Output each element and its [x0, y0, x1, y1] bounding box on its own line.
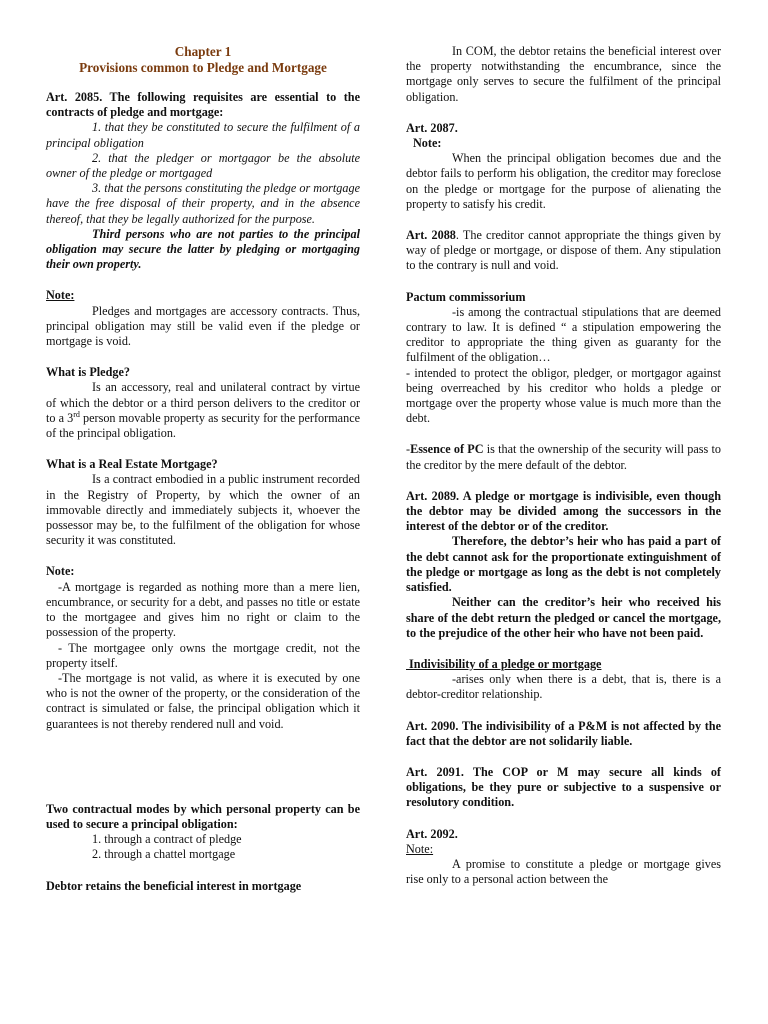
essence-of-pc — [406, 442, 721, 472]
art2085-item: 3. that the persons constituting the pledge or mortgage have the free disposal of their property, and in the absence thereof, that they be legally authorized for the purpose. — [46, 181, 360, 226]
essence-text: is that the ownership of the security will pass to the creditor by the mere default of the debtor. — [406, 442, 721, 472]
rem-question: What is a Real Estate Mortgage? — [46, 457, 218, 472]
art2088-text: . The creditor cannot appropriate the things given by way of pledge or mortgage, or dispose of them. Any stipulation to the contrary is null and void. — [406, 228, 721, 273]
art2090: Art. 2090. The indivisibility of a P&M is not affected by the fact that the debtor are not solidarily liable. — [406, 718, 721, 748]
pledge-answer-part2: person movable property as security for the performance of the principal obligation. — [46, 410, 361, 441]
art2087-note: When the principal obligation becomes due and the debtor fails to perform his obligation, the creditor may foreclose on the pledge or mortgage for the purpose of alienating the property to satisfy his credit. — [406, 151, 721, 211]
chapter-title: Provisions common to Pledge and Mortgage — [79, 60, 327, 75]
art2091: Art. 2091. The COP or M may secure all kinds of obligations, be they pure or subjective to a suspensive or resolutory condition. — [406, 764, 721, 810]
essence-label: Essence of PC — [410, 442, 484, 457]
note-label: Note: — [413, 136, 442, 151]
art2089-paragraph: Neither can the creditor’s heir who received his share of the debt return the pledged or cancel the mortgage, to the prejudice of the other heir who have not been paid. — [406, 595, 721, 640]
pc-definition: -is among the contractual stipulations that are deemed contrary to law. It is defined “ a stipulation empowering the creditor to appropriate the thing given as guaranty for the fulfilment of the obligation… — [406, 304, 721, 365]
art2088-label: Art. 2088 — [406, 228, 456, 243]
modes-item: 2. through a chattel mortgage — [92, 847, 236, 862]
modes-heading: Two contractual modes by which personal property can be used to secure a principal obligation: — [46, 801, 360, 831]
rem-answer: Is a contract embodied in a public instrument recorded in the Registry of Property, by which the owner of an immovable directly and immediately subjects it, whoever the possessor may be, to the fulfilment of the obligation for whose security it was constituted. — [46, 472, 360, 548]
art2085-item: 2. that the pledger or mortgagor be the absolute owner of the pledge or mortgaged — [46, 150, 360, 181]
art2089-heading: Art. 2089. A pledge or mortgage is indivisible, even though the debtor may be divided among the successors in the interest of the debtor or of the creditor. — [406, 488, 721, 534]
note-item: -The mortgage is not valid, as where it is executed by one who is not the owner of the property, or the consideration of the contract is simulated or false, the principal obligation which it guarantees is not thereby rendered null and void. — [46, 670, 360, 731]
art2092-note: A promise to constitute a pledge or mortgage gives rise only to a personal action between the — [406, 856, 721, 887]
pc-heading: Pactum commissorium — [406, 289, 526, 304]
pledge-answer — [46, 380, 360, 441]
pc-purpose: - intended to protect the obligor, pledger, or mortgagor against being overreached by his creditor who holds a pledge or mortgage over the property whose value is much more than the debt. — [406, 365, 721, 426]
art2085-heading: Art. 2085. The following requisites are essential to the contracts of pledge and mortgage: — [46, 90, 360, 120]
left-column — [46, 0, 360, 894]
art2085-item: 1. that they be constituted to secure the fulfilment of a principal obligation — [46, 120, 360, 150]
art2085-third-persons: Third persons who are not parties to the principal obligation may secure the latter by pledging or mortgaging their own property. — [46, 226, 360, 272]
pledge-answer-part1: Is an accessory, real and unilateral contract by virtue of which the debtor or a third person delivers to the creditor or to a 3 — [46, 380, 360, 425]
com-text: In COM, the debtor retains the beneficial interest over the property notwithstanding the encumbrance, since the mortgage only serves to secure the fulfilment of the principal obligation. — [406, 44, 721, 104]
modes-item: 1. through a contract of pledge — [92, 832, 242, 847]
note-text: Pledges and mortgages are accessory contracts. Thus, principal obligation may still be valid even if the pledge or mortgage is void. — [46, 303, 360, 349]
note-label: Note: — [46, 564, 75, 579]
note-label: Note: — [46, 288, 75, 303]
right-column — [406, 0, 721, 887]
indivisibility-heading: Indivisibility of a pledge or mortgage — [406, 656, 602, 671]
art2087-heading: Art. 2087. — [406, 120, 458, 135]
chapter-number: Chapter 1 — [174, 44, 232, 59]
art2092-heading: Art. 2092. — [406, 826, 458, 841]
essence-prefix: - — [406, 442, 411, 457]
note-item: -A mortgage is regarded as nothing more than a mere lien, encumbrance, or security for a debt, and passes no title or estate to the mortgagee and gives him no right or claim to the possession of the property. — [46, 579, 360, 640]
art2089-paragraph: Therefore, the debtor’s heir who has paid a part of the debt cannot ask for the proportionate extinguishment of the pledge or mortgage as long as the debt is not completely satisfied. — [406, 534, 721, 595]
pledge-question: What is Pledge? — [46, 365, 130, 380]
debtor-heading: Debtor retains the beneficial interest in mortgage — [46, 878, 302, 893]
indivisibility-text: -arises only when there is a debt, that is, there is a debtor-creditor relationship. — [406, 672, 721, 702]
note-label: Note: — [406, 841, 434, 856]
art2088 — [406, 228, 721, 274]
note-item: - The mortgagee only owns the mortgage credit, not the property itself. — [46, 640, 360, 670]
ordinal-suffix: rd — [73, 409, 80, 419]
